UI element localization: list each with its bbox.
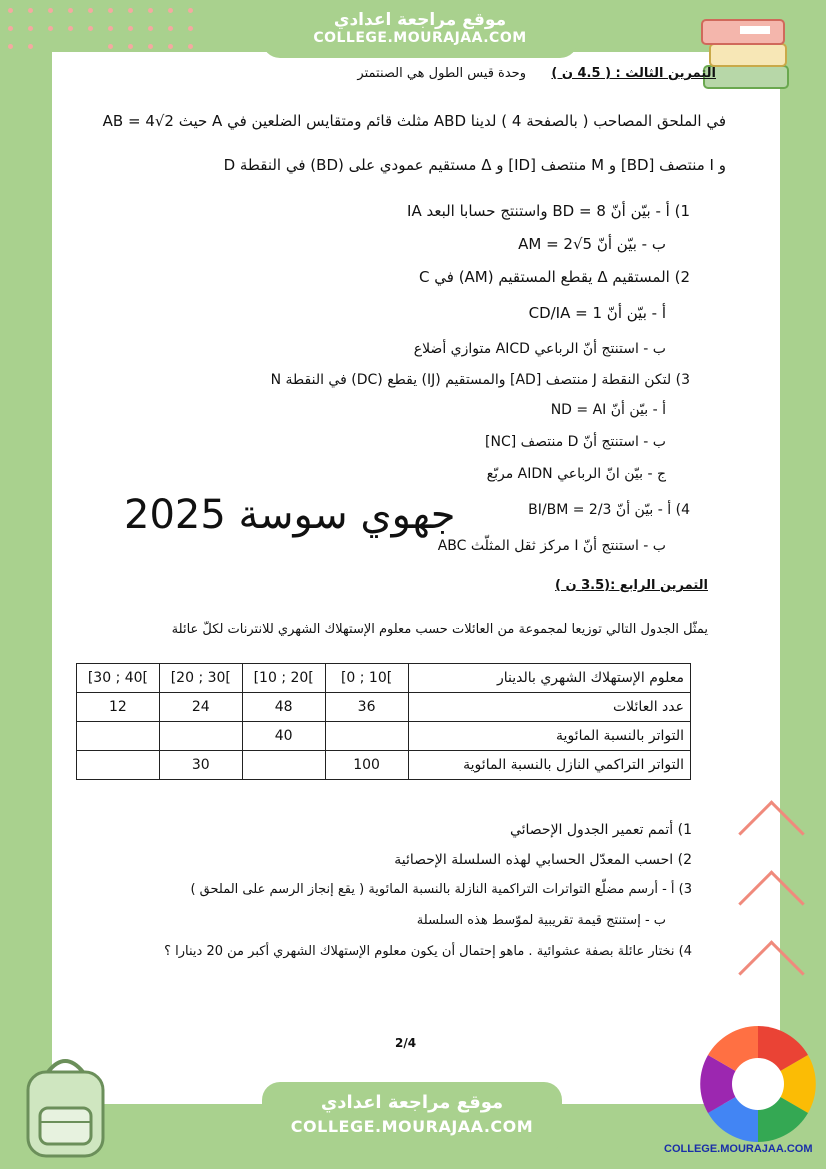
table-row — [77, 693, 691, 722]
ex3-intro-2: و I منتصف [BD] و M منتصف [ID] و Δ مستقيم عمودي على (BD) في النقطة D — [223, 156, 726, 174]
ex4-title: التمرين الرابع :(3.5 ن ) — [555, 578, 708, 593]
banner-site-url: COLLEGE.MOURAJAA.COM — [313, 30, 527, 46]
ex4-q4: 4) نختار عائلة بصفة عشوائية . ماهو إحتمال أن يكون معلوم الإستهلاك الشهري أكبر من 20 دينارا ؟ — [164, 944, 692, 959]
ex3-q2a: أ - بيّن أنّ CD/IA = 1 — [528, 304, 666, 322]
table-row-label: معلوم الإستهلاك الشهري بالدينار — [408, 664, 690, 693]
table-cell: 30 — [159, 751, 242, 780]
table-row-label: التواتر التراكمي النازل بالنسبة المائوية — [408, 751, 690, 780]
ex3-q3a: أ - بيّن أنّ ND = AI — [550, 402, 666, 418]
banner-arabic-title: موقع مراجعة اعدادي — [333, 10, 507, 30]
ex4-q3a: 3) أ - أرسم مضلّع التواترات التراكمية النازلة بالنسبة المائوية ( يقع إنجاز الرسم على الملحق ) — [190, 882, 692, 897]
table-cell — [242, 751, 325, 780]
ex3-q4b: ب - استنتج أنّ I مركز ثقل المثلّث ABC — [437, 538, 666, 554]
table-cell: 48 — [242, 693, 325, 722]
bottom-site-banner[interactable] — [262, 1082, 562, 1154]
table-cell — [325, 722, 408, 751]
table-cell: [20 ; 30[ — [159, 664, 242, 693]
ex4-intro: يمثّل الجدول التالي توزيعا لمجموعة من العائلات حسب معلوم الإستهلاك الشهري للانترنات لكلّ عائلة — [171, 622, 708, 637]
ex3-title: التمرين الثالث : ( 4.5 ن ) — [551, 66, 716, 81]
table-cell: [0 ; 10[ — [325, 664, 408, 693]
table-cell: 24 — [159, 693, 242, 722]
ex3-q3: 3) لتكن النقطة J منتصف [AD] والمستقيم (IJ) يقطع (DC) في النقطة N — [270, 372, 690, 388]
ex3-q3b: ب - استنتج أنّ D منتصف [NC] — [485, 434, 666, 450]
ex3-unit: وحدة قيس الطول هي الصنتمتر — [357, 66, 526, 81]
page-number: 2/4 — [395, 1036, 417, 1050]
exam-stamp: جهوي سوسة 2025 — [124, 492, 456, 538]
books-icon — [700, 14, 792, 94]
banner-arabic-title: موقع مراجعة اعدادي — [320, 1092, 504, 1113]
table-cell — [159, 722, 242, 751]
table-row — [77, 664, 691, 693]
ex4-q1: 1) أتمم تعمير الجدول الإحصائي — [509, 822, 692, 838]
table-row-label: التواتر بالنسبة المائوية — [408, 722, 690, 751]
ex3-intro-1: في الملحق المصاحب ( بالصفحة 4 ) لدينا ABD مثلث قائم ومتقايس الضلعين في A حيث AB = 4√2 — [102, 112, 726, 130]
table-cell: [30 ; 40[ — [77, 664, 160, 693]
site-logo-icon[interactable] — [698, 1024, 818, 1144]
table-cell: 36 — [325, 693, 408, 722]
table-row — [77, 722, 691, 751]
ex4-q3b: ب - إستنتج قيمة تقريبية لموّسط هذه السلسلة — [416, 913, 666, 928]
ex3-q4a: 4) أ - بيّن أنّ BI/BM = 2/3 — [528, 502, 690, 518]
stats-table — [76, 663, 691, 780]
ex3-q1b: ب - بيّن أنّ AM = 2√5 — [518, 235, 666, 253]
table-row-label: عدد العائلات — [408, 693, 690, 722]
backpack-icon — [18, 1050, 113, 1160]
ex4-q2: 2) احسب المعدّل الحسابي لهذه السلسلة الإحصائية — [394, 852, 692, 868]
table-cell: 100 — [325, 751, 408, 780]
table-cell: [10 ; 20[ — [242, 664, 325, 693]
ex3-q1a: 1) أ - بيّن أنّ BD = 8 واستنتج حسابا البعد IA — [407, 202, 690, 220]
top-site-banner[interactable] — [262, 4, 578, 58]
table-cell: 12 — [77, 693, 160, 722]
table-cell: 40 — [242, 722, 325, 751]
ex3-q2: 2) المستقيم Δ يقطع المستقيم (AM) في C — [419, 268, 690, 286]
table-cell — [77, 722, 160, 751]
ex3-q3c: ج - بيّن انّ الرباعي AIDN مربّع — [486, 466, 666, 482]
table-cell — [77, 751, 160, 780]
table-row — [77, 751, 691, 780]
banner-site-url: COLLEGE.MOURAJAA.COM — [290, 1117, 534, 1136]
ex3-q2b: ب - استنتج أنّ الرباعي AICD متوازي أضلاع — [413, 341, 666, 357]
logo-site-url[interactable]: COLLEGE.MOURAJAA.COM — [664, 1143, 813, 1155]
